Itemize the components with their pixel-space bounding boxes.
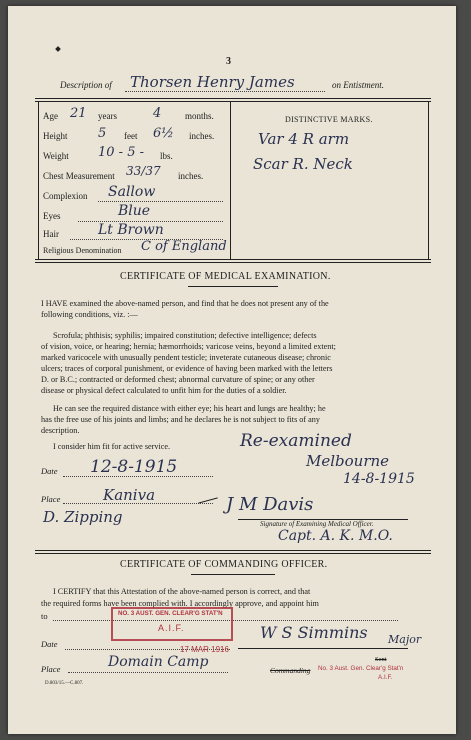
commanding-signature: W S Simmins	[260, 623, 368, 642]
eyes-value: Blue	[118, 203, 151, 219]
officer-stamp-line2: A.I.F.	[378, 674, 393, 681]
medical-para1-line1: I HAVE examined the above-named person, and find that he does not present any of the	[41, 299, 329, 308]
commanding-para-line2: the required forms have been complied with. I accordingly approve, and appoint him	[41, 599, 319, 608]
medical-para3-line: description.	[41, 426, 80, 435]
religion-value: C of England	[141, 239, 227, 254]
medical-place-value: Kaniva	[103, 486, 156, 504]
commanding-rank: Major	[388, 633, 422, 646]
medical-date-value: 12-8-1915	[90, 457, 178, 477]
distinctive-marks-line1: Var 4 R arm	[258, 130, 350, 148]
weight-unit: lbs.	[160, 151, 173, 161]
title-name: Thorsen Henry James	[130, 73, 295, 91]
officer-stamp-line1: No. 3 Aust. Gen. Clear'g Stat'n	[318, 665, 404, 672]
age-years-label: years	[98, 111, 117, 121]
signature-label: Signature of Examining Medical Officer.	[260, 520, 374, 528]
medical-para3-line: has the free use of his joints and limbs; and he declares he is not subject to fits of any	[41, 415, 320, 424]
medical-date-label: Date	[41, 466, 58, 476]
attestation-page	[8, 6, 456, 734]
height-inches-value: 6½	[153, 126, 174, 141]
punch-hole-mark	[55, 46, 61, 52]
commanding-place-label: Place	[41, 664, 61, 674]
complexion-label: Complexion	[43, 191, 88, 201]
height-feet-value: 5	[98, 126, 107, 141]
struck-word: Sent	[375, 656, 387, 663]
stamp-line1: NO. 3 AUST. GEN. CLEAR'G STAT'N	[118, 610, 223, 617]
distinctive-marks-line2: Scar R. Neck	[253, 155, 353, 173]
condition-line: disease or physical defect calculated to unfit him for the duties of a soldier.	[41, 386, 287, 395]
weight-value: 10 - 5 -	[98, 145, 144, 160]
weight-label: Weight	[43, 151, 69, 161]
stamp-line2: A.I.F.	[158, 623, 185, 633]
height-feet-label: feet	[124, 131, 138, 141]
medical-para1-line2: following conditions, viz. :—	[41, 310, 138, 319]
condition-line: of vision, voice, or hearing; hernia; hæmorrhoids; varicose veins, beyond a limited extent;	[41, 342, 336, 351]
commanding-para-line1: I CERTIFY that this Attestation of the above-named person is correct, and that	[53, 587, 311, 596]
printer-ref: D.803/15.—C.807.	[45, 681, 84, 686]
medical-para3-line: He can see the required distance with either eye; his heart and lungs are healthy; he	[53, 404, 326, 413]
reexamined-place: Melbourne	[306, 452, 390, 470]
title-suffix: on Entistment.	[332, 80, 384, 90]
eyes-label: Eyes	[43, 211, 61, 221]
condition-line: marked varicocele with unusually pendent testicle; inveterate cutaneous disease; chronic	[41, 353, 331, 362]
complexion-value: Sallow	[108, 184, 156, 200]
condition-line: ulcers; traces of corporal punishment, or evidence of having been marked with the letters	[41, 364, 333, 373]
left-signature: D. Zipping	[43, 508, 123, 526]
chest-unit: inches.	[178, 171, 204, 181]
page-number: 3	[226, 56, 231, 67]
age-months-label: months.	[185, 111, 214, 121]
hair-value: Lt Brown	[98, 222, 164, 238]
commanding-date-label: Date	[41, 639, 58, 649]
to-label: to	[41, 611, 48, 621]
medical-heading: CERTIFICATE OF MEDICAL EXAMINATION.	[120, 271, 331, 282]
reexamined-note: Re-examined	[240, 431, 352, 451]
age-label: Age	[43, 111, 58, 121]
examiner-signature: J M Davis	[226, 494, 314, 515]
condition-line: D. or B.C.; contracted or deformed chest; abnormal curvature of spine; or any other	[41, 375, 315, 384]
commanding-place-value: Domain Camp	[108, 654, 209, 670]
date-stamp: 17 MAR 1916	[180, 645, 229, 654]
commanding-heading: CERTIFICATE OF COMMANDING OFFICER.	[120, 559, 328, 570]
distinctive-marks-heading: DISTINCTIVE MARKS.	[285, 115, 373, 124]
medical-place-label: Place	[41, 494, 61, 504]
commanding-officer-label: Commanding	[270, 666, 311, 675]
reexamined-date: 14-8-1915	[343, 471, 415, 487]
religion-label: Religious Denomination	[43, 246, 122, 255]
age-months-value: 4	[153, 106, 162, 121]
age-years-value: 21	[70, 106, 87, 121]
fit-statement: I consider him fit for active service.	[53, 442, 171, 451]
chest-value: 33/37	[126, 164, 161, 178]
capt-signature: Capt. A. K. M.O.	[278, 528, 393, 544]
height-inches-label: inches.	[189, 131, 215, 141]
chest-label: Chest Measurement	[43, 171, 115, 181]
title-prefix: Description of	[60, 80, 112, 90]
height-label: Height	[43, 131, 68, 141]
hair-label: Hair	[43, 229, 59, 239]
condition-line: Scrofula; phthisis; syphilis; impaired constitution; defective intelligence; defects	[53, 331, 317, 340]
